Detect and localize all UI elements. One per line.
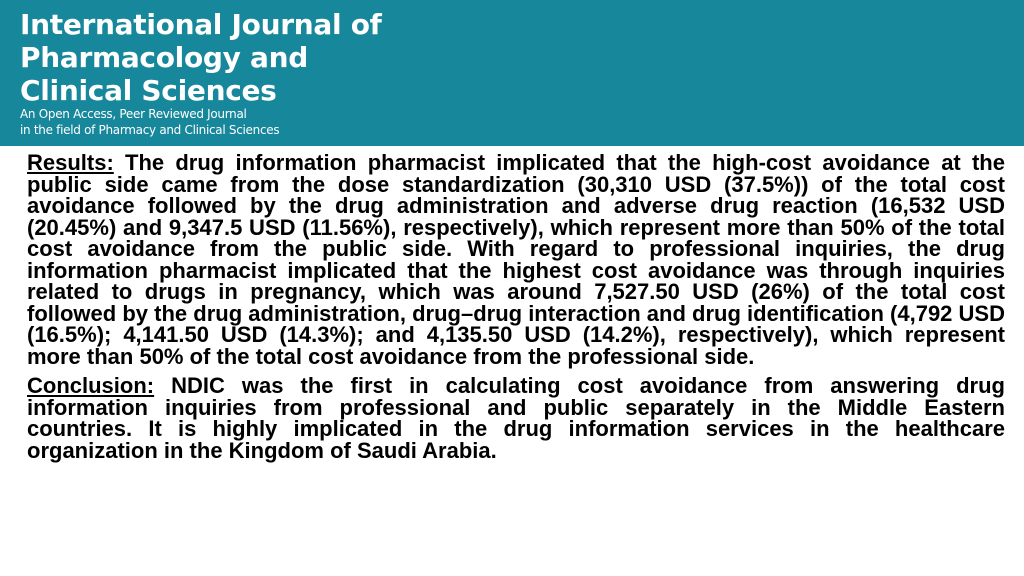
results-label: Results: — [27, 150, 114, 175]
conclusion-label: Conclusion: — [27, 373, 155, 398]
journal-subtitle-line: An Open Access, Peer Reviewed Journal — [20, 107, 247, 121]
journal-title-line: Pharmacology and — [20, 41, 309, 74]
journal-title — [20, 8, 382, 107]
results-text: The drug information pharmacist implicated that the high-cost avoidance at the public side came from the dose standardization (30,310 USD (37.5%)) of the total cost avoidance followed by the drug administration and adverse drug reaction (16,532 USD (20.45%) and 9,347.5 USD (11.56%), respectively), which represent more than 50% of the total cost avoidance from the public side. With regard to professional inquiries, the drug information pharmacist implicated that the highest cost avoidance was through inquiries related to drugs in pregnancy, which was around 7,527.50 USD (26%) of the total cost followed by the drug administration, drug–drug interaction and drug identification (4,792 USD (16.5%); 4,141.50 USD (14.3%); and 4,135.50 USD (14.2%), respectively), which represent more than 50% of the total cost avoidance from the professional side. — [27, 150, 1005, 369]
journal-subtitle — [20, 107, 279, 138]
conclusion-text: NDIC was the first in calculating cost avoidance from answering drug information inquiries from professional and public separately in the Middle Eastern countries. It is highly implicated in the drug information services in the healthcare organization in the Kingdom of Saudi Arabia. — [27, 373, 1005, 463]
journal-title-line: Clinical Sciences — [20, 74, 277, 107]
conclusion-paragraph — [27, 375, 1005, 461]
journal-header-banner — [0, 0, 1024, 146]
abstract-body — [27, 152, 1005, 461]
results-paragraph — [27, 152, 1005, 367]
journal-title-line: International Journal of — [20, 8, 382, 41]
journal-subtitle-line: in the field of Pharmacy and Clinical Sciences — [20, 122, 280, 137]
